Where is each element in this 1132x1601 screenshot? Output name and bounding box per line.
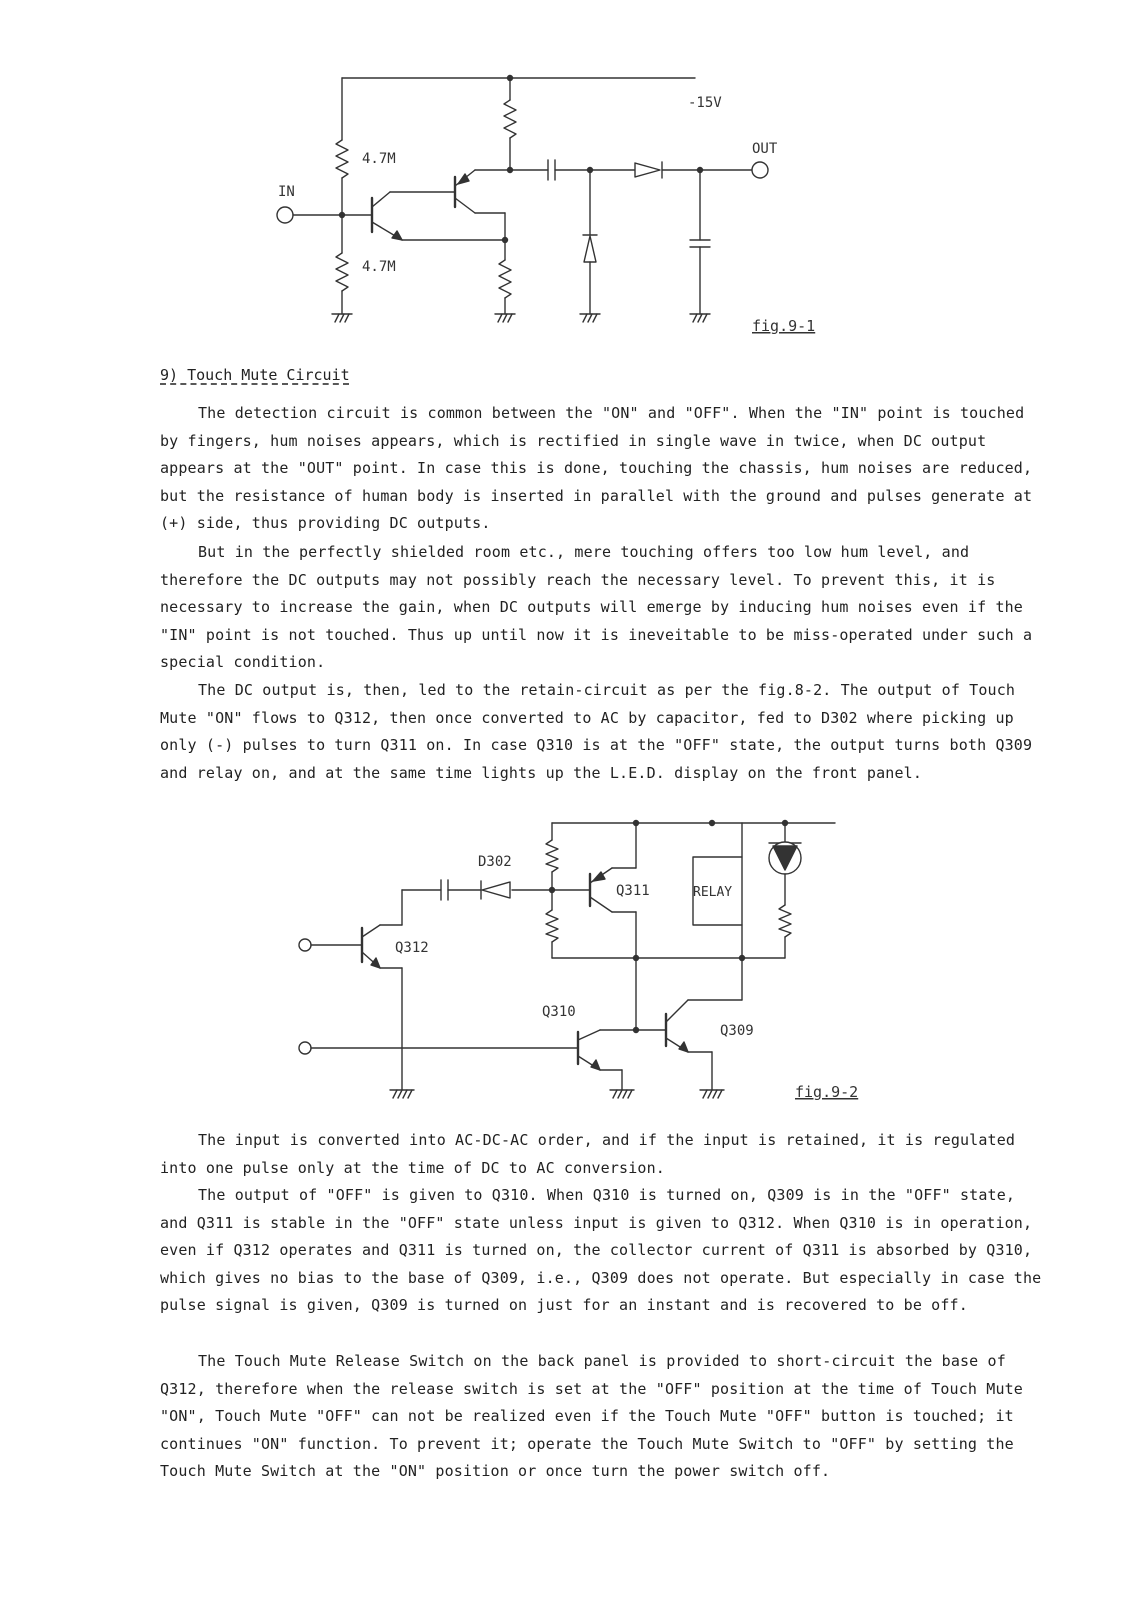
relay-label: RELAY — [693, 885, 733, 900]
resistor-led — [779, 905, 791, 937]
figure-9-2 — [0, 800, 1132, 1130]
input-terminal-off — [299, 1042, 311, 1054]
wire — [455, 198, 475, 213]
resistor-4-7m-bottom — [336, 253, 348, 291]
junction-dot — [503, 238, 508, 243]
figure-caption: fig.9-2 — [795, 1083, 859, 1101]
q309-label: Q309 — [720, 1023, 754, 1039]
paragraph: But in the perfectly shielded room etc., mere touching offers too low hum level, and therefore the DC outputs may not possibly reach the necessary level. To prevent this, it is necessary to increase the gain, when DC outputs will emerge by inducing hum noises even if the "IN" point is not touched. Thus up until now it is ineveitable to be miss-operated under such a special condition. — [160, 543, 1033, 672]
paragraph: The output of "OFF" is given to Q310. When Q310 is turned on, Q309 is in the "OFF" state, and Q311 is stable in the "OFF" state unless input is given to Q312. When Q310 is in operation, even if Q312 operates and Q311 is turned on, the collector current of Q311 is absorbed by Q310, which gives no bias to the base of Q309, i.e., Q309 does not operate. But especially in case the pulse signal is given, Q309 is turned on just for an instant and is recovered to be off. — [160, 1186, 1042, 1315]
ground-symbol — [690, 314, 710, 322]
ground-symbol — [700, 1090, 724, 1098]
resistor-upper — [546, 840, 558, 872]
figure-9-1 — [0, 0, 1132, 345]
emitter-arrow — [591, 1060, 600, 1070]
diode-series — [635, 163, 660, 177]
q310-label: Q310 — [542, 1004, 576, 1020]
junction-dot — [710, 821, 715, 826]
q311-label: Q311 — [616, 883, 650, 899]
ground-symbol — [610, 1090, 634, 1098]
wire — [372, 192, 390, 207]
paragraph: The input is converted into AC-DC-AC order, and if the input is retained, it is regulated into one pulse only at the time of DC to AC conversion. — [160, 1131, 1016, 1177]
emitter-arrow — [392, 231, 402, 240]
resistor-4-7m-top — [336, 140, 348, 178]
emitter-arrow — [371, 958, 380, 968]
wire — [578, 1030, 600, 1040]
ground-symbol — [332, 314, 352, 322]
ground-symbol — [390, 1090, 414, 1098]
wire — [362, 925, 380, 937]
resistor-collector — [504, 100, 516, 138]
resistor-bottom-label: 4.7M — [362, 259, 396, 275]
input-terminal-on — [299, 939, 311, 951]
in-terminal — [277, 207, 293, 223]
resistor-lower — [546, 910, 558, 942]
diode-vertical — [584, 236, 596, 262]
diode-d302 — [482, 882, 510, 898]
in-label: IN — [278, 184, 295, 200]
resistor-emitter — [499, 260, 511, 298]
out-label: OUT — [752, 141, 778, 157]
wire — [590, 897, 612, 912]
figure-caption: fig.9-1 — [752, 317, 816, 335]
emitter-arrow — [679, 1042, 688, 1052]
out-terminal — [752, 162, 768, 178]
q312-label: Q312 — [395, 940, 429, 956]
resistor-top-label: 4.7M — [362, 151, 396, 167]
ground-symbol — [495, 314, 515, 322]
ground-symbol — [580, 314, 600, 322]
paragraph: The Touch Mute Release Switch on the back panel is provided to short-circuit the base of Q312, therefore when the release switch is set at the "OFF" position at the time of Touch Mute "ON", Touch Mute "OFF" can not be realized even if the Touch Mute "OFF" button is touched; it continues "ON" function. To prevent it; operate the Touch Mute Switch to "OFF" by setting the Touch Mute Switch at the "ON" position or once turn the power switch off. — [160, 1352, 1023, 1481]
d302-label: D302 — [478, 854, 512, 870]
supply-label: -15V — [688, 95, 722, 111]
wire — [666, 1000, 688, 1022]
paragraph: The detection circuit is common between the "ON" and "OFF". When the "IN" point is touched by fingers, hum noises appears, which is rectified in single wave in twice, when DC output appears at the "OUT" point. In case this is done, touching the chassis, hum noises are reduced, but the resistance of human body is inserted in parallel with the ground and pulses generate at (+) side, thus providing DC outputs. — [160, 404, 1033, 533]
paragraph: The DC output is, then, led to the retain-circuit as per the fig.8-2. The output of Touch Mute "ON" flows to Q312, then once converted to AC by capacitor, fed to D302 where picking up only (-) pulses to turn Q311 on. In case Q310 is at the "OFF" state, the output turns both Q309 and relay on, and at the same time lights up the L.E.D. display on the front panel. — [160, 681, 1033, 782]
section-heading: 9) Touch Mute Circuit — [160, 366, 350, 384]
